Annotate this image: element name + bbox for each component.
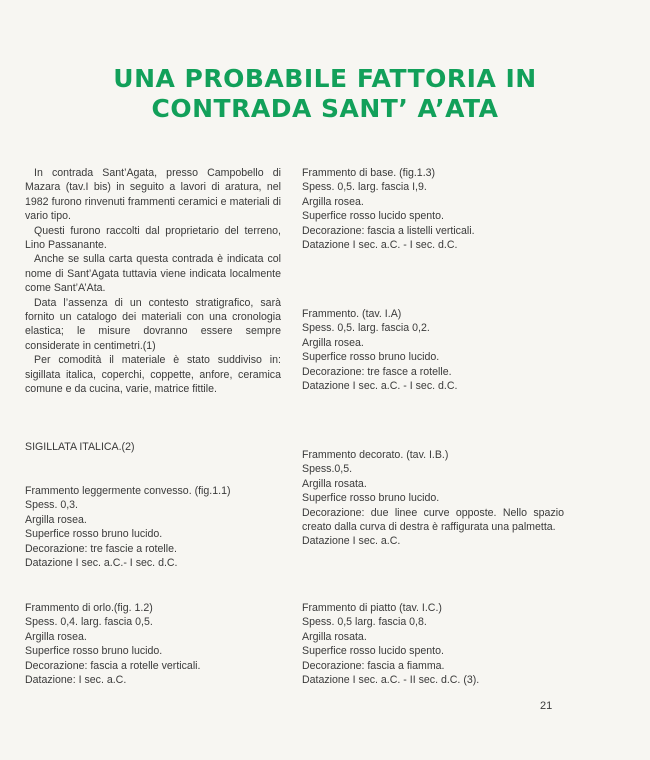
catalog-entry [302,166,564,252]
entry-line: Superfice rosso bruno lucido. [25,645,163,658]
entry-line: Argilla rosea. [302,336,364,349]
entry-line: Decorazione: tre fasce a rotelle. [302,365,452,378]
entry-line: Datazione I sec. a.C. - I sec. d.C. [302,239,458,252]
entry-line: Decorazione: fascia a rotelle verticali. [25,659,201,672]
entry-line: Frammento. (tav. I.A) [302,308,402,320]
section-heading: SIGILLATA ITALICA.(2) [25,441,135,453]
entry-line: Datazione I sec. a.C. - I sec. d.C. [302,380,458,393]
title-line-1: UNA PROBABILE FATTORIA IN [113,64,537,93]
page-number: 21 [540,700,553,712]
title-line-2: CONTRADA SANT’ A’ATA [151,94,499,123]
catalog-entry [302,601,564,687]
entry-line: Spess. 0,5. larg. fascia 0,2. [302,322,430,335]
entry-line: Argilla rosea. [25,513,87,526]
catalog-entry [302,307,564,393]
entry-line: Superfice rosso bruno lucido. [25,528,163,541]
entry-line: Decorazione: tre fascie a rotelle. [25,542,177,555]
entry-line: Decorazione: fascia a fiamma. [302,659,445,672]
intro-paragraph: In contrada Sant’Agata, presso Campobello di Mazara (tav.I bis) in seguito a lavori di aratura, nel 1982 furono rinvenuti frammenti ceramici e materiali di vario tipo. [25,167,281,223]
entry-line: Datazione I sec. a.C. [302,535,401,548]
intro-paragraph: Data l’assenza di un contesto stratigrafico, sarà fornito un catalogo dei materiali con una cronologia elastica; le misure dovranno essere sempre considerate in centimetri.(1) [25,296,281,352]
entry-line: Spess.0,5. [302,463,353,476]
entry-line: Frammento di piatto (tav. I.C.) [302,602,442,614]
entry-line: Spess. 0,4. larg. fascia 0,5. [25,616,153,629]
catalog-entry [25,484,287,570]
entry-line: Frammento di orlo.(fig. 1.2) [25,602,153,614]
entry-line: Spess. 0,3. [25,499,78,512]
entry-line: Datazione: I sec. a.C. [25,674,127,687]
entry-line: Argilla rosea. [25,630,87,643]
entry-line: Spess. 0,5 larg. fascia 0,8. [302,616,427,629]
intro-paragraph: Anche se sulla carta questa contrada è indicata col nome di Sant’Agata tuttavia viene indicata localmente come Sant’A’Ata. [25,253,281,295]
catalog-entry [25,601,287,687]
entry-line: Frammento decorato. (tav. I.B.) [302,449,449,461]
entry-line: Argilla rosata. [302,630,367,643]
entry-line: Superfice rosso lucido spento. [302,645,444,658]
intro-paragraph: Questi furono raccolti dal proprietario del terreno, Lino Passanante. [25,224,281,252]
entry-line: Frammento leggermente convesso. (fig.1.1) [25,485,231,497]
entry-line: Datazione I sec. a.C. - II sec. d.C. (3). [302,674,480,687]
entry-line: Decorazione: due linee curve opposte. Nello spazio creato dalla curva di destra è raffigurata una palmetta. [302,506,564,534]
intro-text [25,166,281,397]
entry-line: Frammento di base. (fig.1.3) [302,167,436,179]
entry-line: Spess. 0,5. larg. fascia I,9. [302,181,427,194]
entry-line: Argilla rosea. [302,195,364,208]
page-title [0,64,650,124]
entry-line: Superfice rosso bruno lucido. [302,492,440,505]
entry-line: Datazione I sec. a.C.- I sec. d.C. [25,557,178,570]
catalog-entry [302,448,564,549]
entry-line: Decorazione: fascia a listelli verticali. [302,224,475,237]
entry-line: Argilla rosata. [302,477,367,490]
entry-line: Superfice rosso lucido spento. [302,210,444,223]
entry-line: Superfice rosso bruno lucido. [302,351,440,364]
intro-paragraph: Per comodità il materiale è stato suddiviso in: sigillata italica, coperchi, coppette, anfore, ceramica comune e da cucina, varie, matrice fittile. [25,354,281,396]
